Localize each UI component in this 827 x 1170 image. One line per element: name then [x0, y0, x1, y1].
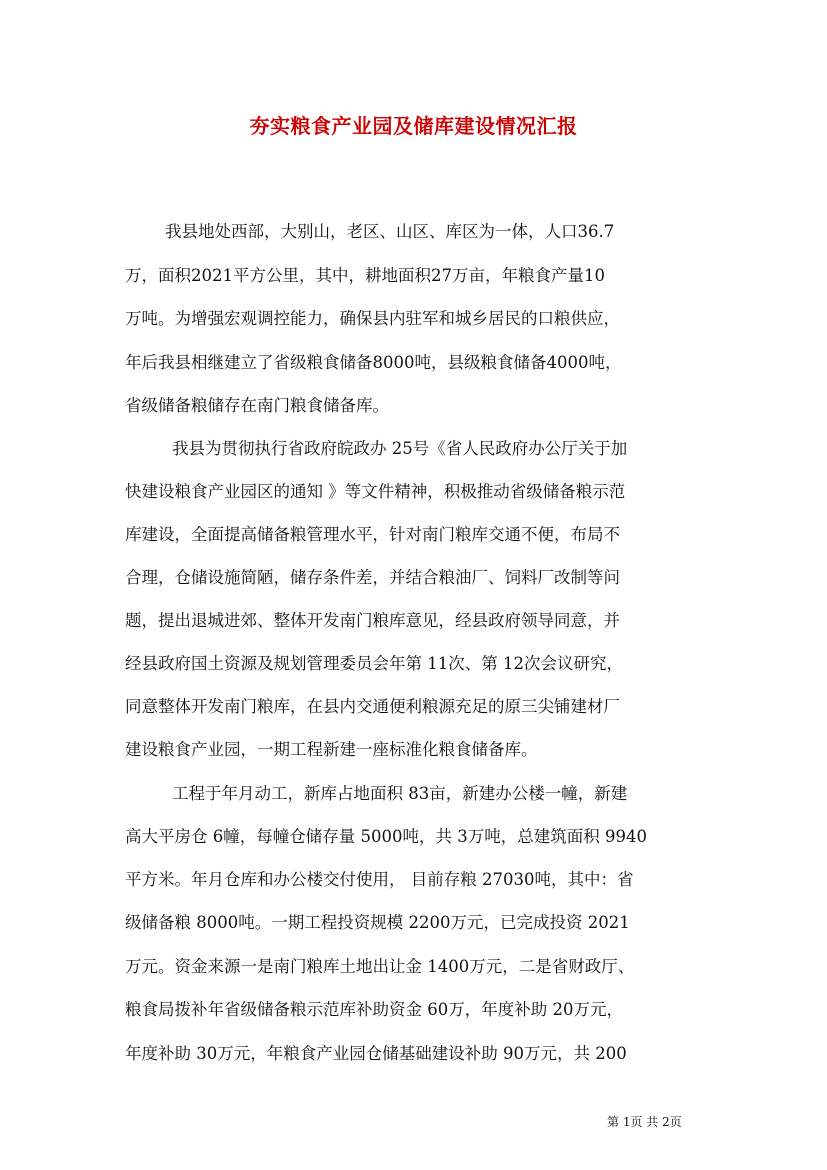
- text-line: 高大平房仓 6幢，每幢仓储存量 5000吨，共 3万吨，总建筑面积 9940: [125, 827, 647, 846]
- text-line: 建设粮食产业园，一期工程新建一座标准化粮食储备库。: [125, 740, 538, 759]
- text-line: 经县政府国土资源及规划管理委员会年第 11次、第 12次会议研究，: [125, 654, 623, 673]
- text-line: 我县地处西部，大别山，老区、山区、库区为一体，人口36.7: [165, 222, 615, 241]
- text-line: 省级储备粮储存在南门粮食储备库。: [125, 396, 389, 415]
- text-line: 快建设粮食产业园区的通知 》等文件精神，积极推动省级储备粮示范: [125, 482, 626, 501]
- text-line: 平方米。年月仓库和办公楼交付使用， 目前存粮 27030吨，其中：省: [125, 870, 634, 889]
- text-line: 年度补助 30万元，年粮食产业园仓储基础建设补助 90万元，共 200: [125, 1044, 627, 1063]
- page-number: 第 1页 共 2页: [607, 1115, 682, 1129]
- text-line: 万，面积2021平方公里，其中，耕地面积27万亩，年粮食产量10: [125, 266, 605, 285]
- text-line: 库建设，全面提高储备粮管理水平，针对南门粮库交通不便，布局不: [125, 525, 620, 544]
- text-line: 同意整体开发南门粮库，在县内交通便利粮源充足的原三尖铺建材厂: [125, 697, 620, 716]
- text-line: 万吨。为增强宏观调控能力，确保县内驻军和城乡居民的口粮供应，: [125, 309, 620, 328]
- text-line: 年后我县相继建立了省级粮食储备8000吨，县级粮食储备4000吨，: [125, 353, 622, 372]
- text-line: 万元。资金来源一是南门粮库土地出让金 1400万元，二是省财政厅、: [125, 957, 635, 976]
- document-title: 夯实粮食产业园及储库建设情况汇报: [249, 114, 578, 138]
- text-line: 工程于年月动工，新库占地面积 83亩，新建办公楼一幢，新建: [172, 784, 628, 803]
- text-line: 题，提出退城进郊、整体开发南门粮库意见，经县政府领导同意，并: [125, 611, 620, 630]
- text-line: 粮食局拨补年省级储备粮示范库补助资金 60万，年度补助 20万元，: [125, 1000, 623, 1019]
- text-line: 合理，仓储设施简陋，储存条件差，并结合粮油厂、饲料厂改制等问: [125, 568, 620, 587]
- text-line: 我县为贯彻执行省政府皖政办 25号《省人民政府办公厅关于加: [172, 439, 628, 458]
- text-line: 级储备粮 8000吨。一期工程投资规模 2200万元，已完成投资 2021: [125, 913, 630, 932]
